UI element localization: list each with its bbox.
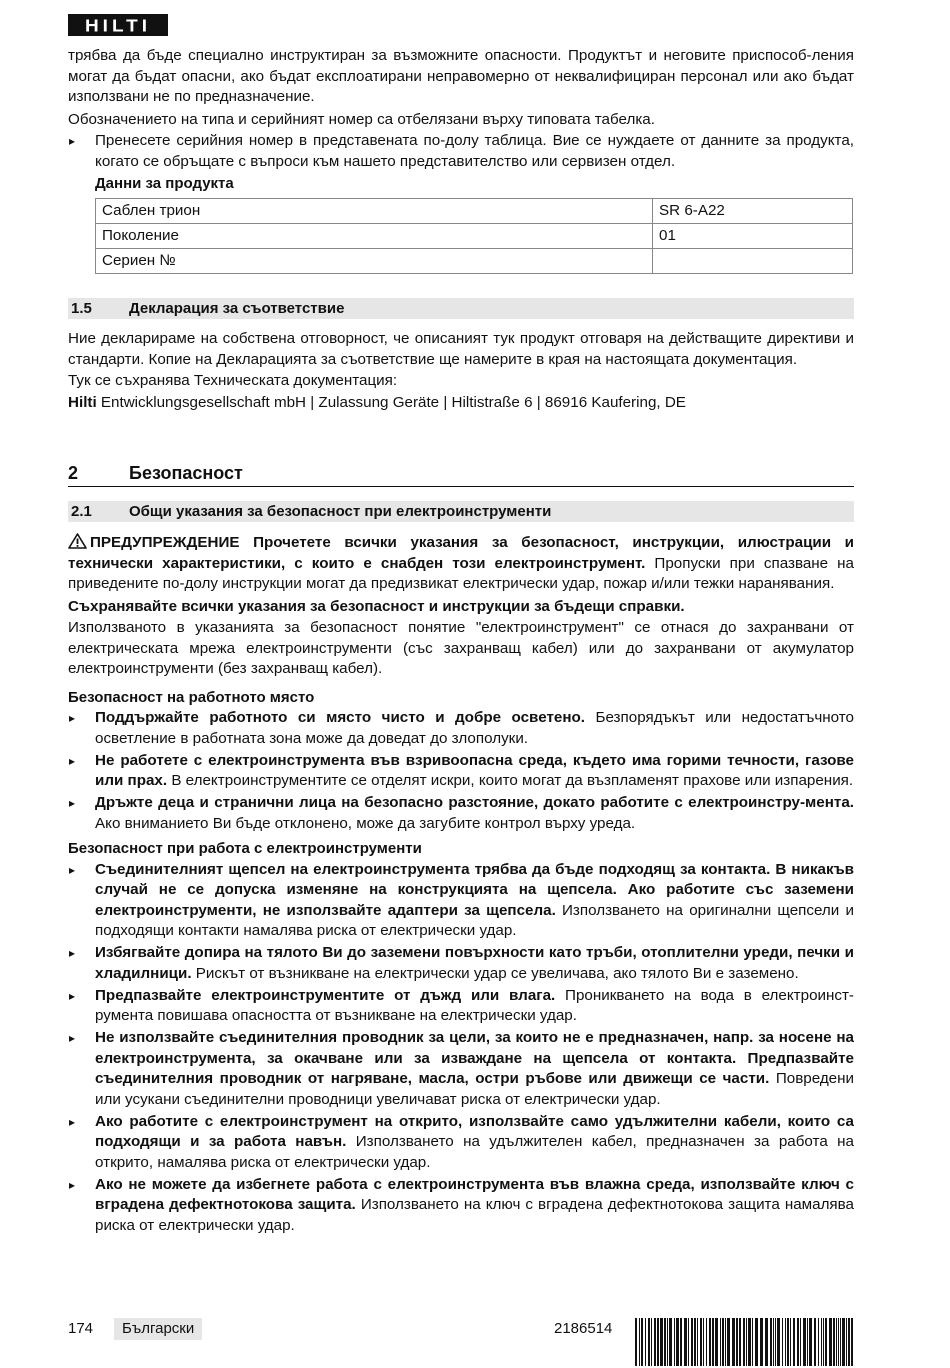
table-cell: Саблен трион [96, 199, 653, 224]
address-text: Entwicklungsgesellschaft mbH | Zulassung Geräte | Hiltistraße 6 | 86916 Kaufering, DE [96, 393, 686, 411]
table-cell: 01 [653, 224, 853, 249]
warning-paragraph [68, 533, 854, 595]
table-cell [653, 249, 853, 274]
barcode-icon [635, 1318, 854, 1366]
table-cell: Сериен № [96, 249, 653, 274]
list-item: ▸ Ако не можете да избегнете работа с електроинструмента във влажна среда, използвайте ключ с вградена дефектнотокова защита. Използването на ключ с вградена дефектнотокова защита намалява риска от електрически удар. [68, 1175, 854, 1237]
section-2-1 [68, 501, 854, 1238]
warning-text: Пропуски при спазване на приведените по-долу инструкции могат да предизвикат електрически удар, пожар и/или тежки наранявания. [68, 554, 855, 592]
keep-instructions [68, 597, 854, 618]
table-row [96, 224, 853, 249]
electric-list [68, 860, 854, 1237]
list-item: ▸ Поддържайте работното си място чисто и добре осветено. Безпорядъкът или недостатъчното осветление в работната зона може да доведат до злополуки. [68, 708, 854, 749]
address-line [68, 393, 854, 414]
language-badge: Български [114, 1318, 202, 1340]
table-cell: Поколение [96, 224, 653, 249]
serial-number-instruction: ▸ Пренесете серийния номер в представената по-долу таблица. Вие се нуждаете от данните за продукта, когато се обръщате с въпроси към нашето представителство или сервизен отдел. [68, 131, 854, 172]
list-item: ▸ Съединителният щепсел на електроинструмента трябва да бъде подходящ за контакта. В никакъв случай не се допуска изменяне на конструкцията на щепсела. Ако работите със заземени електроинструменти, не използвайте адаптери за щепсела. Използването на оригинални щепсели и подходящи контакти намалява риска от електрически удар. [68, 860, 854, 942]
section-heading [68, 298, 854, 319]
document-number: 2186514 [554, 1320, 613, 1337]
warning-bold-text: ПРЕДУПРЕЖДЕНИЕ Прочетете всички указания за безопасност, инструкции, илюстрации и технически характеристики, с които е снабден този електроинструмент. [68, 534, 854, 572]
table-row [96, 249, 853, 274]
documentation-location: Тук се съхранява Техническата документация: [68, 372, 398, 389]
chapter-number: 2 [68, 463, 79, 483]
section-1-5 [68, 298, 854, 413]
list-item: ▸ Предпазвайте електроинструментите от дъжд или влага. Проникването на вода в електроинст-румента повишава опасността от възникване на електрически удар. [68, 986, 854, 1027]
brand-name: Hilti [68, 393, 97, 411]
intro-section [68, 46, 854, 274]
section-number: 1.5 [71, 300, 92, 317]
chapter-2 [68, 460, 854, 487]
table-row [96, 199, 853, 224]
section-heading [68, 501, 854, 522]
intro-paragraph: трябва да бъде специално инструктиран за възможните опасности. Продуктът и неговите приспособ-ления могат да бъдат опасни, ако бъдат експлоатирани неправомерно от неквалифициран персонал или ако бъдат използвани не по предназначение. [68, 47, 854, 105]
product-data-title: Данни за продукта [95, 174, 234, 192]
type-plate-paragraph: Обозначението на типа и серийният номер са отбелязани върху типовата табелка. [68, 110, 655, 128]
page-footer [68, 1318, 854, 1368]
section-number: 2.1 [71, 503, 92, 520]
workplace-list [68, 708, 854, 834]
list-item: ▸ Дръжте деца и странични лица на безопасно разстояние, докато работите с електроинстру-мента. Ако вниманието Ви бъде отклонено, може да загубите контрол върху уреда. [68, 793, 854, 834]
section-title: Декларация за съответствие [129, 300, 345, 317]
page-number: 174 [68, 1320, 94, 1337]
chapter-title: Безопасност [129, 463, 243, 483]
electric-heading: Безопасност при работа с електроинструменти [68, 840, 422, 857]
keep-instructions-text: Съхранявайте всички указания за безопасност и инструкции за бъдещи справки. [68, 597, 685, 615]
list-item: ▸ Избягвайте допира на тялото Ви до заземени повърхности като тръби, отоплителни уреди, печки и хладилници. Рискът от възникване на електрически удар се увеличава, ако тялото Ви е заземено. [68, 943, 854, 984]
table-cell: SR 6-A22 [653, 199, 853, 224]
chapter-heading [68, 460, 854, 487]
hilti-logo: HILTI [68, 14, 168, 36]
section-title: Общи указания за безопасност при електроинструменти [129, 503, 552, 520]
product-data-table [95, 198, 853, 274]
term-definition: Използваното в указанията за безопасност понятие "електроинструмент" се отнася до захранвани от електрическата мрежа електроинструменти (със захранващ кабел) или до захранвани от акумулатор електроинструменти (без захранващ кабел). [68, 619, 854, 677]
list-item: ▸ Не работете с електроинструмента във взривоопасна среда, където има горими течности, газове или прах. В електроинструментите се отделят искри, които могат да възпламенят прахове или изпарения. [68, 751, 854, 792]
list-item: ▸ Ако работите с електроинструмент на открито, използвайте само удължителни кабели, които са подходящи и за работа навън. Използването на удължителен кабел, предназначен за работа на открито, намалява риска от електрически удар. [68, 1112, 854, 1174]
declaration-paragraph: Ние декларираме на собствена отговорност, че описаният тук продукт отговаря на действащите директиви и стандарти. Копие на Декларацията за съответствие ще намерите в края на настоящата документация. [68, 330, 854, 368]
list-item: ▸ Не използвайте съединителния проводник за цели, за които не е предназначен, напр. за носене на електроинструмента, за окачване или за изваждане на щепсела от контакта. Предпазвайте съединителния проводник от нагряване, масла, остри ръбове или движещи се части. Повредени или усукани съединителни проводници увеличават риска от електрически удар. [68, 1028, 854, 1110]
workplace-heading: Безопасност на работното място [68, 688, 315, 706]
warning-triangle-icon [68, 533, 87, 549]
